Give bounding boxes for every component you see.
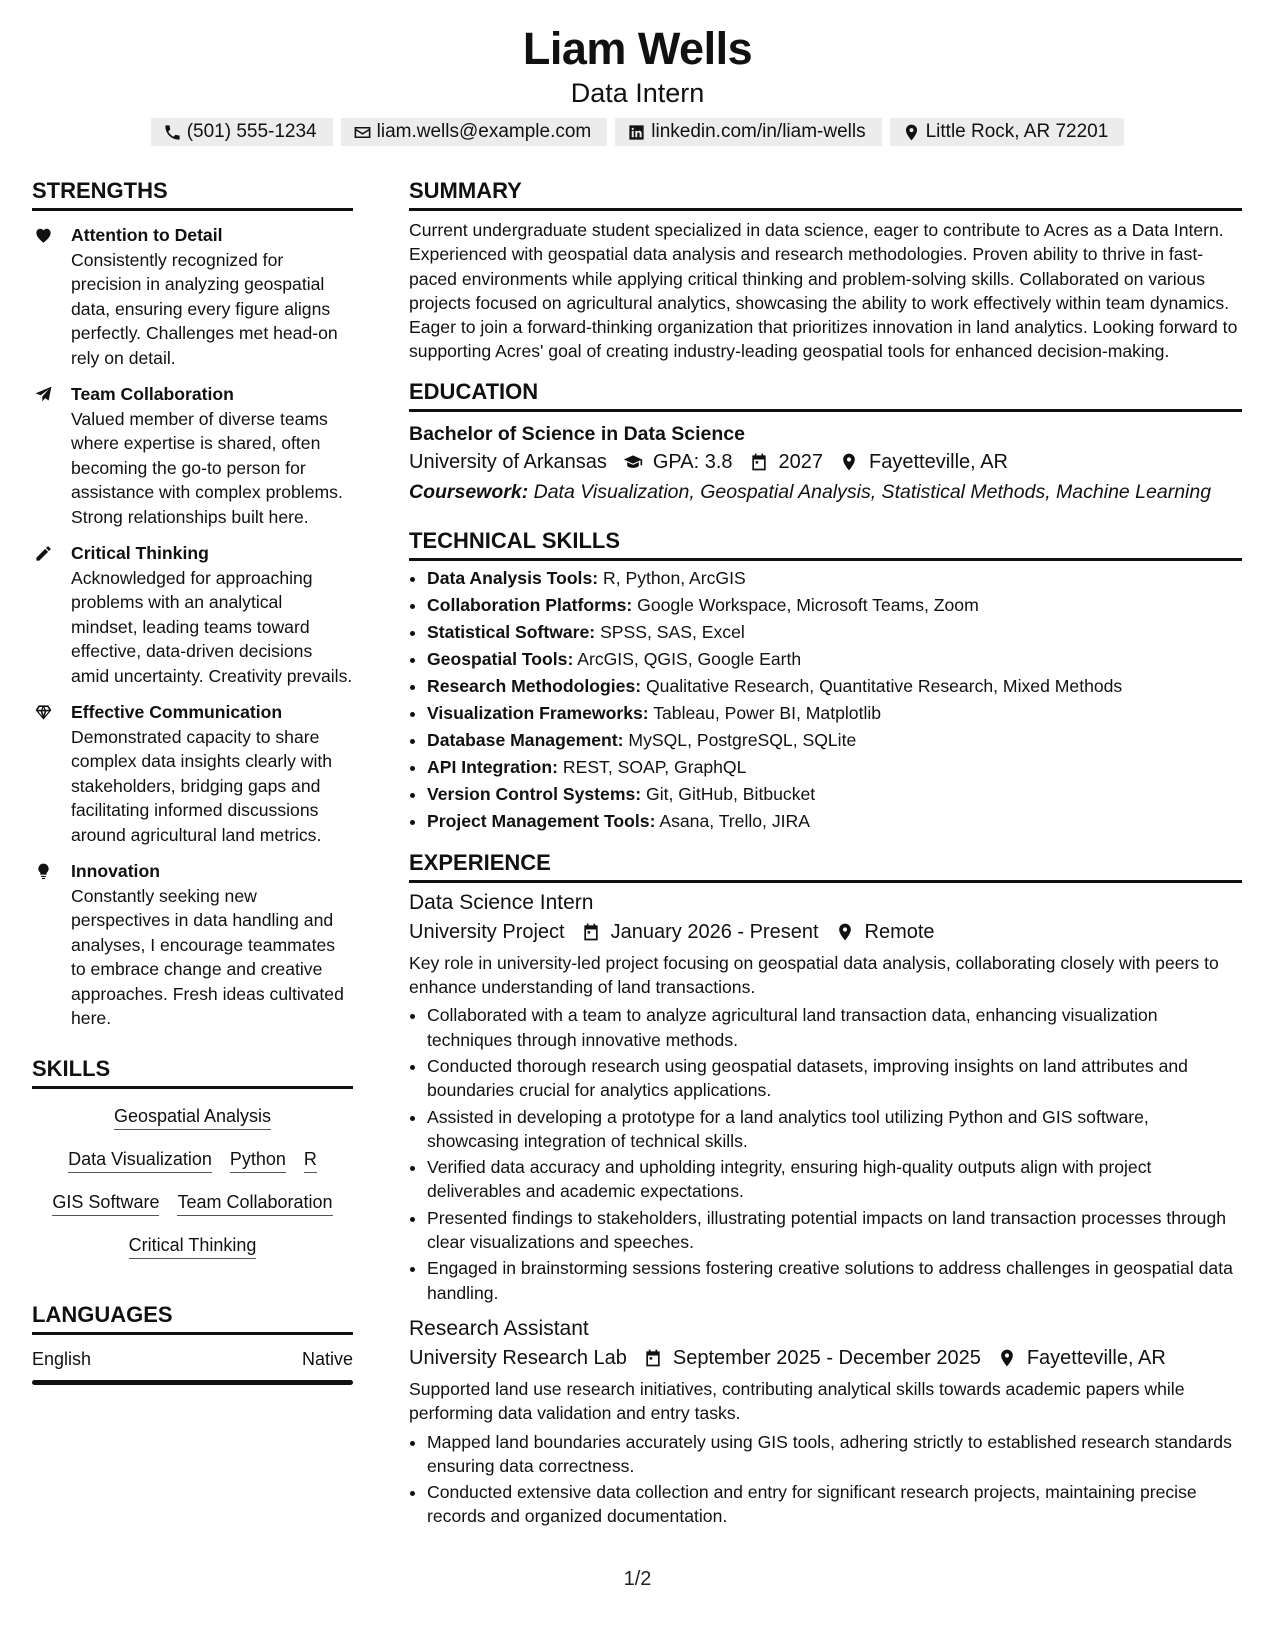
job-org: University Project <box>409 920 565 943</box>
skill-tag: Data Visualization <box>68 1148 212 1173</box>
tech-skill-value: Git, GitHub, Bitbucket <box>646 783 816 804</box>
candidate-name: Liam Wells <box>522 23 753 74</box>
tech-skill-label: Version Control Systems: <box>427 783 642 804</box>
tech-skill-value: Google Workspace, Microsoft Teams, Zoom <box>637 594 979 615</box>
right-column <box>409 177 1242 1531</box>
strength-title: Attention to Detail <box>71 225 223 245</box>
language-proficiency-bar <box>32 1380 353 1385</box>
list-item: • Verified data accuracy and upholding integrity, ensuring high-quality outputs align with project deliverables and academic expectations. <box>427 1155 1242 1204</box>
calendar-icon <box>581 922 601 942</box>
job-dates: September 2025 - December 2025 <box>672 1346 981 1369</box>
location-icon <box>835 922 855 942</box>
tech-skill-value: REST, SOAP, GraphQL <box>562 756 747 777</box>
skill-tag: Critical Thinking <box>129 1234 257 1259</box>
strength-item <box>32 541 353 688</box>
skill-tag: R <box>304 1148 317 1173</box>
tech-skill-label: Project Management Tools: <box>427 810 656 831</box>
education-meta <box>409 447 1242 477</box>
tech-skill-value: Qualitative Research, Quantitative Research, Mixed Methods <box>646 675 1123 696</box>
contact-phone[interactable] <box>151 118 333 146</box>
job-meta <box>409 917 1242 947</box>
heart-icon <box>34 226 53 245</box>
job-dates: January 2026 - Present <box>610 920 819 943</box>
technical-skills-heading: TECHNICAL SKILLS <box>409 527 1242 561</box>
calendar-icon <box>643 1348 663 1368</box>
technical-skills-list <box>409 565 1242 835</box>
contact-email-text: liam.wells@example.com <box>376 121 592 142</box>
contact-bar <box>0 118 1275 146</box>
experience-heading: EXPERIENCE <box>409 849 1242 883</box>
contact-linkedin-text: linkedin.com/in/liam-wells <box>651 121 866 142</box>
strength-item <box>32 223 353 370</box>
coursework-list: Data Visualization, Geospatial Analysis, Statistical Methods, Machine Learning <box>533 480 1212 503</box>
job-entry <box>409 889 1242 1305</box>
list-item: • Mapped land boundaries accurately using GIS tools, adhering strictly to established research standards ensuring data correctness. <box>427 1430 1242 1479</box>
gem-icon <box>34 703 53 722</box>
list-item <box>427 781 1242 808</box>
location-icon <box>839 452 859 472</box>
tech-skill-label: Database Management: <box>427 729 624 750</box>
list-item: • Presented findings to stakeholders, illustrating potential impacts on land transaction processes through clear visualizations and speeches. <box>427 1206 1242 1255</box>
tech-skill-label: Data Analysis Tools: <box>427 567 599 588</box>
left-column <box>32 177 353 1385</box>
job-bullets <box>409 1003 1242 1305</box>
tech-skill-value: ArcGIS, QGIS, Google Earth <box>577 648 802 669</box>
strength-text: Acknowledged for approaching problems with an analytical mindset, leading teams toward effective, data-driven decisions amid uncertainty. Creativity prevails. <box>71 567 353 686</box>
job-org: University Research Lab <box>409 1346 627 1369</box>
lightbulb-icon <box>34 862 53 881</box>
job-description: Supported land use research initiatives, contributing analytical skills towards academic papers while performing data validation and entry tasks. <box>409 1378 1185 1424</box>
graduation-year: 2027 <box>778 450 824 473</box>
strength-text: Demonstrated capacity to share complex data insights clearly with stakeholders, bridging gaps and facilitating informed discussions around agricultural land metrics. <box>71 726 333 845</box>
skill-tag: Geospatial Analysis <box>114 1105 271 1130</box>
list-item <box>427 727 1242 754</box>
job-meta <box>409 1343 1242 1373</box>
page-number: 1/2 <box>623 1568 652 1590</box>
coursework-label: Coursework: <box>409 480 529 503</box>
strength-item <box>32 700 353 847</box>
job-bullets <box>409 1430 1242 1529</box>
tech-skill-label: Visualization Frameworks: <box>427 702 649 723</box>
strength-text: Valued member of diverse teams where expertise is shared, often becoming the go-to person for assistance with complex problems. Strong relationships built here. <box>71 408 343 527</box>
location-icon <box>997 1348 1017 1368</box>
resume-header <box>0 0 1275 146</box>
strength-item <box>32 859 353 1031</box>
contact-phone-text: (501) 555-1234 <box>186 121 317 142</box>
education-location: Fayetteville, AR <box>869 450 1008 473</box>
list-item: • Conducted extensive data collection and entry for significant research projects, maintaining precise records and organized documentation. <box>427 1480 1242 1529</box>
tech-skill-value: Asana, Trello, JIRA <box>659 810 810 831</box>
language-name: English <box>32 1348 92 1369</box>
tech-skill-label: Collaboration Platforms: <box>427 594 633 615</box>
linkedin-icon <box>627 123 646 142</box>
contact-linkedin[interactable] <box>615 118 881 146</box>
list-item <box>427 565 1242 592</box>
strengths-heading: STRENGTHS <box>32 177 353 211</box>
contact-location[interactable] <box>890 118 1125 146</box>
contact-email[interactable] <box>341 118 608 146</box>
strength-text: Constantly seeking new perspectives in data handling and analyses, I encourage teammates to embrace change and creative approaches. Fresh ideas cultivated here. <box>71 885 344 1028</box>
list-item: • Engaged in brainstorming sessions fostering creative solutions to address challenges in geospatial data handling. <box>427 1256 1242 1305</box>
strength-text: Consistently recognized for precision in analyzing geospatial data, ensuring every figure aligns perfectly. Challenges met head-on rely on detail. <box>71 249 338 368</box>
pencil-icon <box>34 544 53 563</box>
paper-plane-icon <box>34 385 53 404</box>
list-item <box>427 673 1242 700</box>
strength-title: Innovation <box>71 861 160 881</box>
skill-tag: Team Collaboration <box>177 1191 332 1216</box>
education-heading: EDUCATION <box>409 378 1242 412</box>
school-name: University of Arkansas <box>409 450 607 473</box>
strength-title: Effective Communication <box>71 702 283 722</box>
tech-skill-label: Research Methodologies: <box>427 675 642 696</box>
strength-title: Team Collaboration <box>71 384 234 404</box>
skill-tag: GIS Software <box>52 1191 159 1216</box>
job-location: Fayetteville, AR <box>1026 1346 1166 1369</box>
candidate-role: Data Intern <box>570 78 705 108</box>
list-item <box>427 754 1242 781</box>
coursework <box>409 477 1242 507</box>
language-level: Native <box>301 1348 353 1369</box>
calendar-icon <box>749 452 769 472</box>
languages-heading: LANGUAGES <box>32 1301 353 1335</box>
language-item <box>32 1349 353 1370</box>
list-item <box>427 808 1242 835</box>
job-location: Remote <box>864 920 935 943</box>
job-title: Data Science Intern <box>409 890 594 914</box>
email-icon <box>353 123 372 142</box>
gpa: GPA: 3.8 <box>652 450 733 473</box>
location-icon <box>902 123 921 142</box>
summary-heading: SUMMARY <box>409 177 1242 211</box>
skills-cloud <box>32 1089 353 1259</box>
graduation-cap-icon <box>623 452 643 472</box>
list-item: • Collaborated with a team to analyze agricultural land transaction data, enhancing visualization techniques through innovative methods. <box>427 1003 1242 1052</box>
tech-skill-label: Statistical Software: <box>427 621 596 642</box>
list-item <box>427 700 1242 727</box>
strength-item <box>32 382 353 529</box>
tech-skill-value: Tableau, Power BI, Matplotlib <box>653 702 882 723</box>
list-item: • Conducted thorough research using geospatial datasets, improving insights on land attributes and boundaries crucial for analytics applications. <box>427 1054 1242 1103</box>
skill-tag: Python <box>230 1148 286 1173</box>
list-item <box>427 619 1242 646</box>
phone-icon <box>163 123 182 142</box>
job-title: Research Assistant <box>409 1316 589 1340</box>
tech-skill-value: R, Python, ArcGIS <box>602 567 746 588</box>
degree-title: Bachelor of Science in Data Science <box>409 422 745 445</box>
contact-location-text: Little Rock, AR 72201 <box>925 121 1109 142</box>
tech-skill-label: API Integration: <box>427 756 558 777</box>
tech-skill-value: SPSS, SAS, Excel <box>600 621 745 642</box>
summary-text: Current undergraduate student specialized in data science, eager to contribute to Acres as a Data Intern. Experienced with geospatial data analysis and research methodologies. Proven ability to thrive in fast-paced environments while applying critical thinking and problem-solving skills. Collaborated on various projects focused on agricultural analytics, showcasing the ability to work effectively within team dynamics. Eager to join a forward-thinking organization that prioritizes innovation in land analytics. Looking forward to supporting Acres' goal of creating industry-leading geospatial tools for enhanced decision-making. <box>409 220 1238 362</box>
list-item: • Assisted in developing a prototype for a land analytics tool utilizing Python and GIS software, showcasing integration of technical skills. <box>427 1105 1242 1154</box>
skills-heading: SKILLS <box>32 1055 353 1089</box>
tech-skill-value: MySQL, PostgreSQL, SQLite <box>628 729 857 750</box>
tech-skill-label: Geospatial Tools: <box>427 648 574 669</box>
job-description: Key role in university-led project focusing on geospatial data analysis, collaborating closely with peers to enhance understanding of land transactions. <box>409 952 1219 998</box>
list-item <box>427 646 1242 673</box>
list-item <box>427 592 1242 619</box>
job-entry <box>409 1315 1242 1529</box>
strength-title: Critical Thinking <box>71 543 209 563</box>
